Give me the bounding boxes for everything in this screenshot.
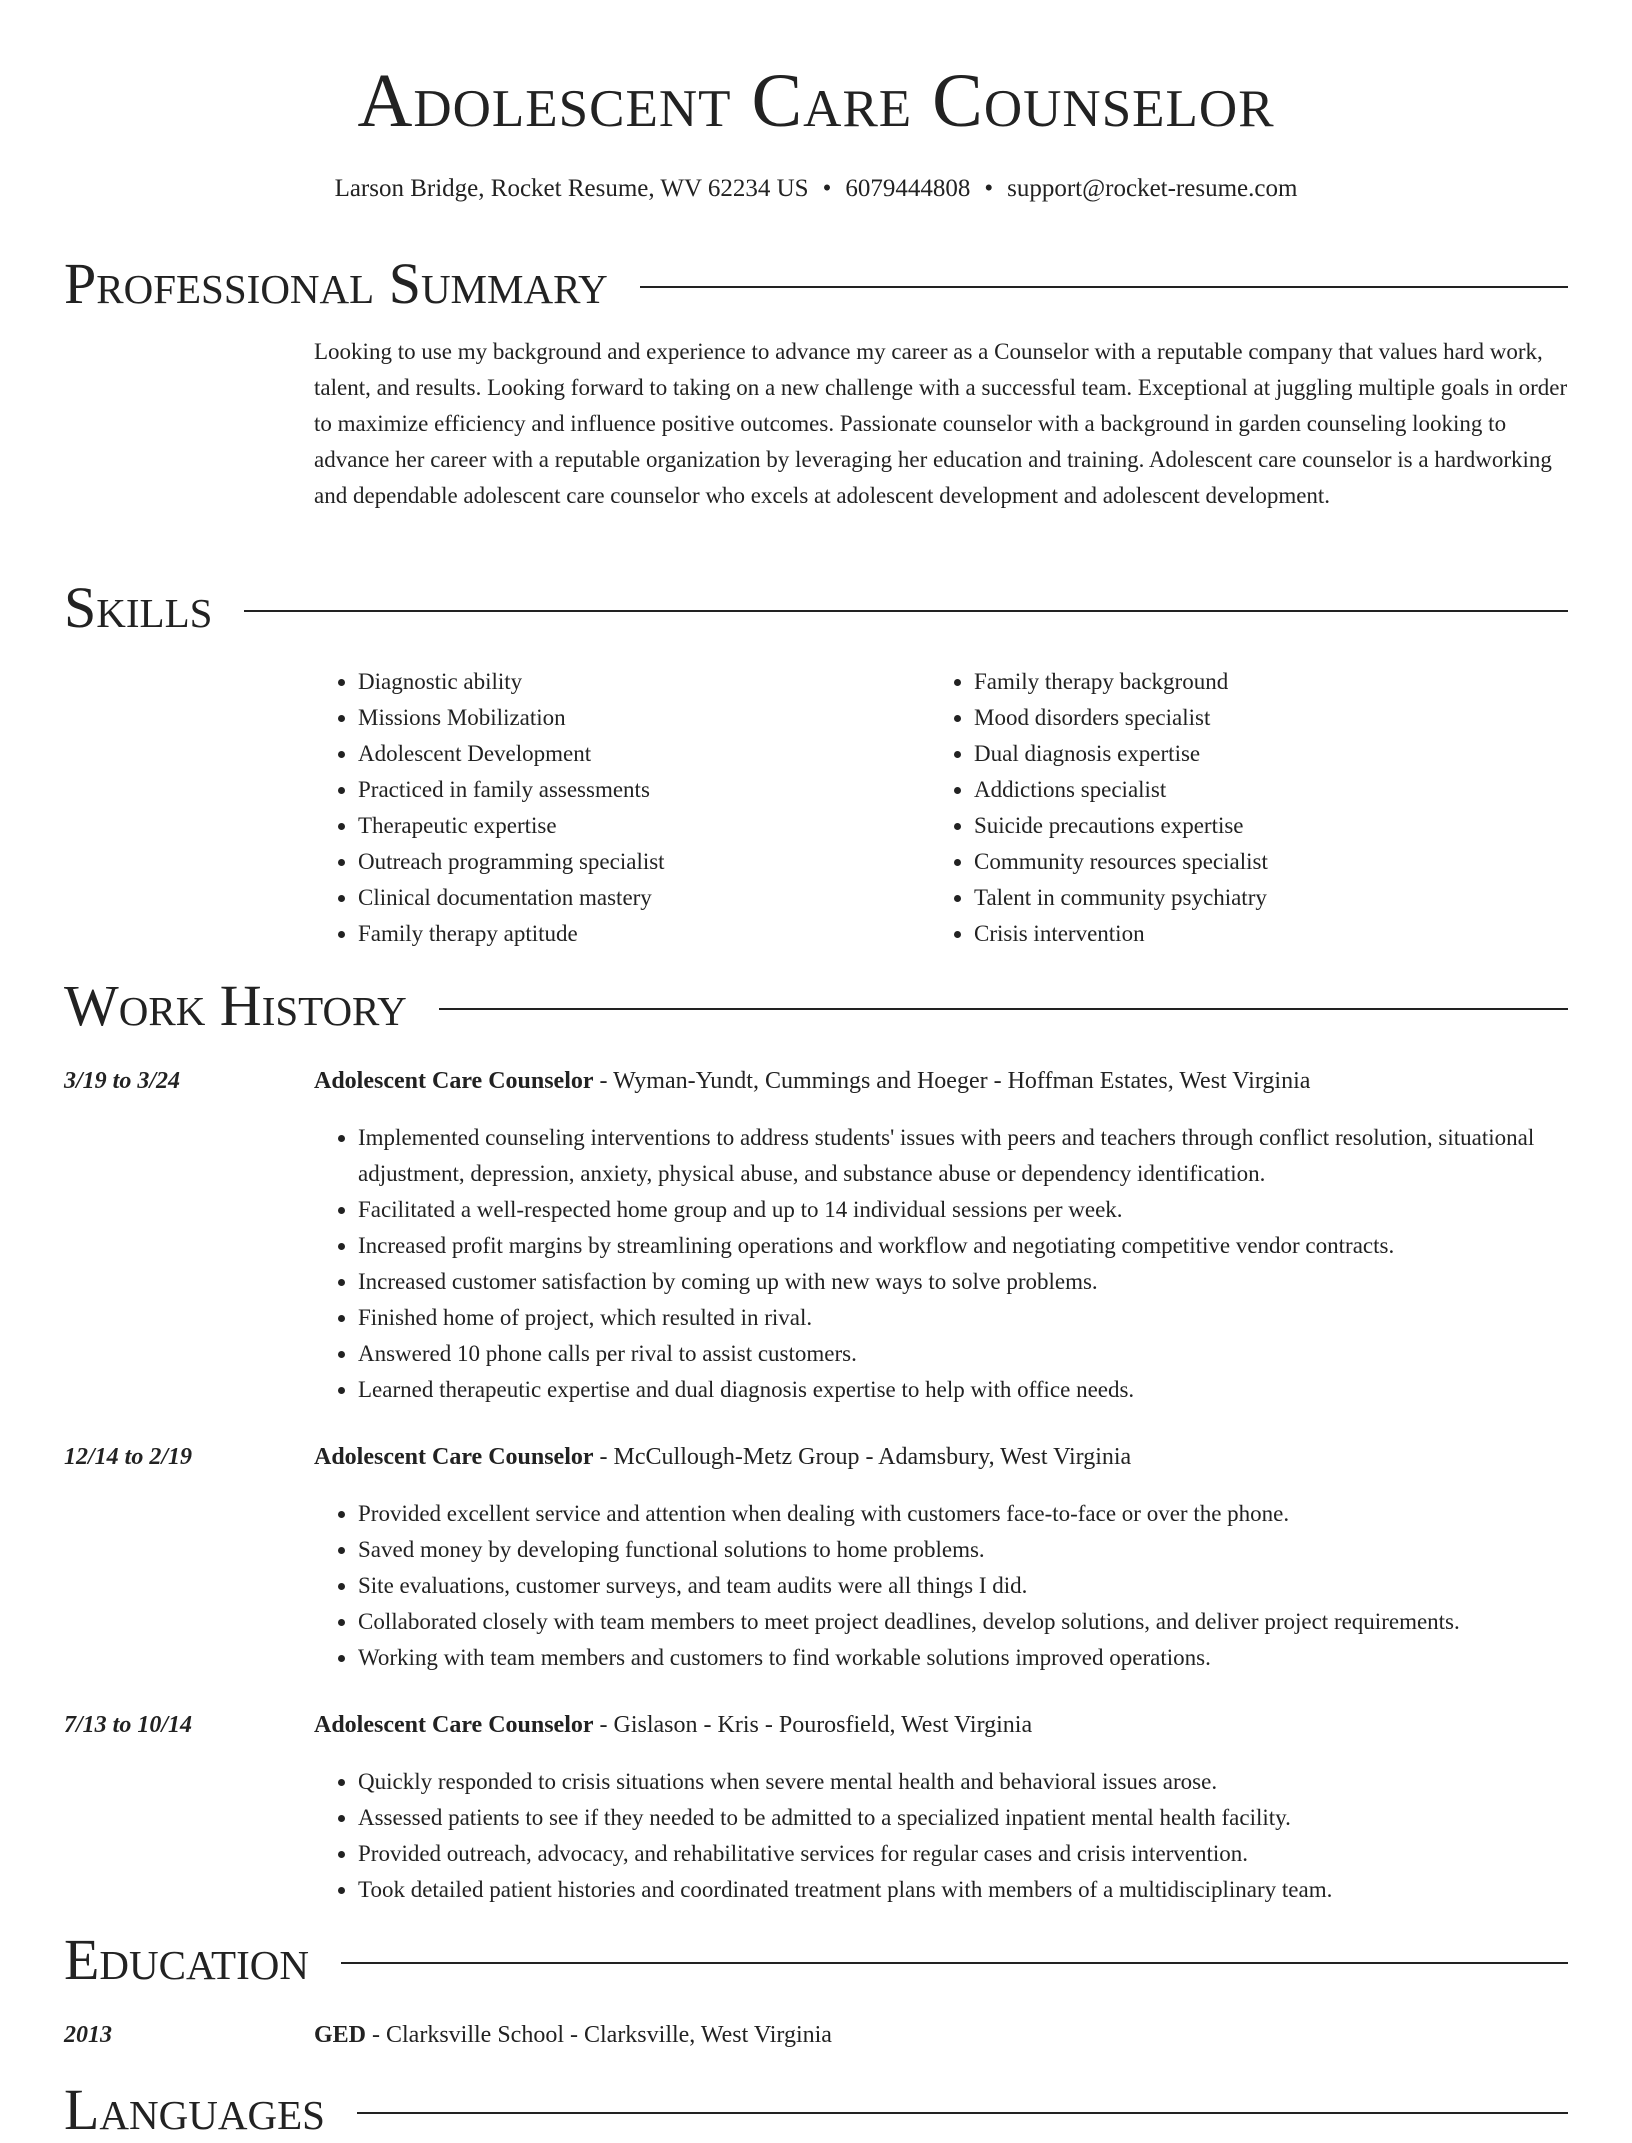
job-bullet: • Quickly responded to crisis situations when severe mental health and behavioral issues arose. — [358, 1764, 1614, 1800]
job-bullet: • Finished home of project, which resulted in rival. — [358, 1300, 1614, 1336]
education-heading — [64, 1926, 1568, 1993]
contact-address: Larson Bridge, Rocket Resume, WV 62234 US — [334, 175, 809, 202]
education-degree: GED — [314, 2022, 367, 2048]
job-position: Adolescent Care Counselor — [314, 1712, 594, 1738]
skill-item: • Community resources specialist — [974, 844, 1594, 880]
skill-item: • Adolescent Development — [358, 736, 918, 772]
skill-item: • Missions Mobilization — [358, 700, 918, 736]
skills-heading — [64, 574, 1568, 641]
job-bullet: • Site evaluations, customer surveys, and team audits were all things I did. — [358, 1568, 1614, 1604]
job-bullet: • Assessed patients to see if they needed to be admitted to a specialized inpatient mental health facility. — [358, 1800, 1614, 1836]
skill-item: • Suicide precautions expertise — [974, 808, 1594, 844]
skill-item: • Outreach programming specialist — [358, 844, 918, 880]
section-divider — [640, 286, 1568, 288]
job-bullet: • Working with team members and customers to find workable solutions improved operations. — [358, 1640, 1614, 1676]
section-divider — [341, 1962, 1568, 1964]
contact-email: support@rocket-resume.com — [1007, 175, 1298, 202]
job-bullets — [314, 1120, 1614, 1408]
job-bullet: • Learned therapeutic expertise and dual diagnosis expertise to help with office needs. — [358, 1372, 1614, 1408]
job-bullets — [314, 1496, 1614, 1676]
job-employer: - McCullough-Metz Group - Adamsbury, West Virginia — [593, 1444, 1132, 1470]
skills-list-right — [930, 664, 1594, 952]
job-bullet: • Facilitated a well-respected home group and up to 14 individual sessions per week. — [358, 1192, 1614, 1228]
job-position: Adolescent Care Counselor — [314, 1444, 594, 1470]
skill-item: • Diagnostic ability — [358, 664, 918, 700]
job-bullet: • Collaborated closely with team members to meet project deadlines, develop solutions, and deliver project requirements. — [358, 1604, 1614, 1640]
job-bullet: • Implemented counseling interventions to address students' issues with peers and teachers through conflict resolution, situational adjustment, depression, anxiety, physical abuse, and substance abuse or dependency identification. — [358, 1120, 1614, 1192]
section-divider — [244, 610, 1568, 612]
job-dates: 7/13 to 10/14 — [64, 1712, 193, 1738]
job-heading — [314, 1444, 1131, 1471]
skill-item: • Talent in community psychiatry — [974, 880, 1594, 916]
job-bullet: • Provided outreach, advocacy, and rehabilitative services for regular cases and crisis intervention. — [358, 1836, 1614, 1872]
job-heading — [314, 1712, 1032, 1739]
job-bullet: • Increased customer satisfaction by coming up with new ways to solve problems. — [358, 1264, 1614, 1300]
contact-separator: • — [822, 175, 832, 202]
languages-heading — [64, 2076, 1568, 2143]
skill-item: • Crisis intervention — [974, 916, 1594, 952]
job-bullet: • Saved money by developing functional solutions to home problems. — [358, 1532, 1614, 1568]
education-year: 2013 — [64, 2022, 112, 2048]
education-title: Education — [64, 1927, 309, 1992]
job-bullets — [314, 1764, 1614, 1908]
skill-item: • Mood disorders specialist — [974, 700, 1594, 736]
job-employer: - Wyman-Yundt, Cummings and Hoeger - Hoffman Estates, West Virginia — [593, 1068, 1311, 1094]
job-heading — [314, 1068, 1310, 1095]
skill-item: • Therapeutic expertise — [358, 808, 918, 844]
work-title: Work History — [64, 973, 407, 1038]
section-divider — [439, 1008, 1568, 1010]
job-bullet: • Provided excellent service and attention when dealing with customers face-to-face or over the phone. — [358, 1496, 1614, 1532]
education-entry — [314, 2022, 832, 2049]
skill-item: • Family therapy aptitude — [358, 916, 918, 952]
summary-heading — [64, 250, 1568, 317]
work-heading — [64, 972, 1568, 1039]
contact-separator: • — [984, 175, 994, 202]
education-school: - Clarksville School - Clarksville, West Virginia — [366, 2022, 832, 2048]
skill-item: • Practiced in family assessments — [358, 772, 918, 808]
job-bullet: • Increased profit margins by streamlining operations and workflow and negotiating competitive vendor contracts. — [358, 1228, 1614, 1264]
skills-title: Skills — [64, 575, 213, 640]
job-dates: 12/14 to 2/19 — [64, 1444, 193, 1470]
skill-item: • Clinical documentation mastery — [358, 880, 918, 916]
job-dates: 3/19 to 3/24 — [64, 1068, 181, 1094]
skill-item: • Addictions specialist — [974, 772, 1594, 808]
job-employer: - Gislason - Kris - Pourosfield, West Virginia — [593, 1712, 1033, 1738]
job-position: Adolescent Care Counselor — [314, 1068, 594, 1094]
summary-text: Looking to use my background and experience to advance my career as a Counselor with a reputable company that values hard work, talent, and results. Looking forward to taking on a new challenge with a successful team. Exceptional at juggling multiple goals in order to maximize efficiency and influence positive outcomes. Passionate counselor with a background in garden counseling looking to advance her career with a reputable organization by leveraging her education and training. Adolescent care counselor is a hardworking and dependable adolescent care counselor who excels at adolescent development and adolescent development. — [314, 339, 1568, 508]
languages-title: Languages — [64, 2077, 325, 2142]
summary-title: Professional Summary — [64, 251, 608, 316]
skill-item: • Dual diagnosis expertise — [974, 736, 1594, 772]
contact-line — [0, 175, 1632, 203]
job-bullet: • Answered 10 phone calls per rival to assist customers. — [358, 1336, 1614, 1372]
skill-item: • Family therapy background — [974, 664, 1594, 700]
skills-list-left — [314, 664, 918, 952]
job-bullet: • Took detailed patient histories and coordinated treatment plans with members of a multidisciplinary team. — [358, 1872, 1614, 1908]
resume-name: Adolescent Care Counselor — [357, 59, 1275, 143]
contact-phone: 6079444808 — [845, 175, 971, 202]
